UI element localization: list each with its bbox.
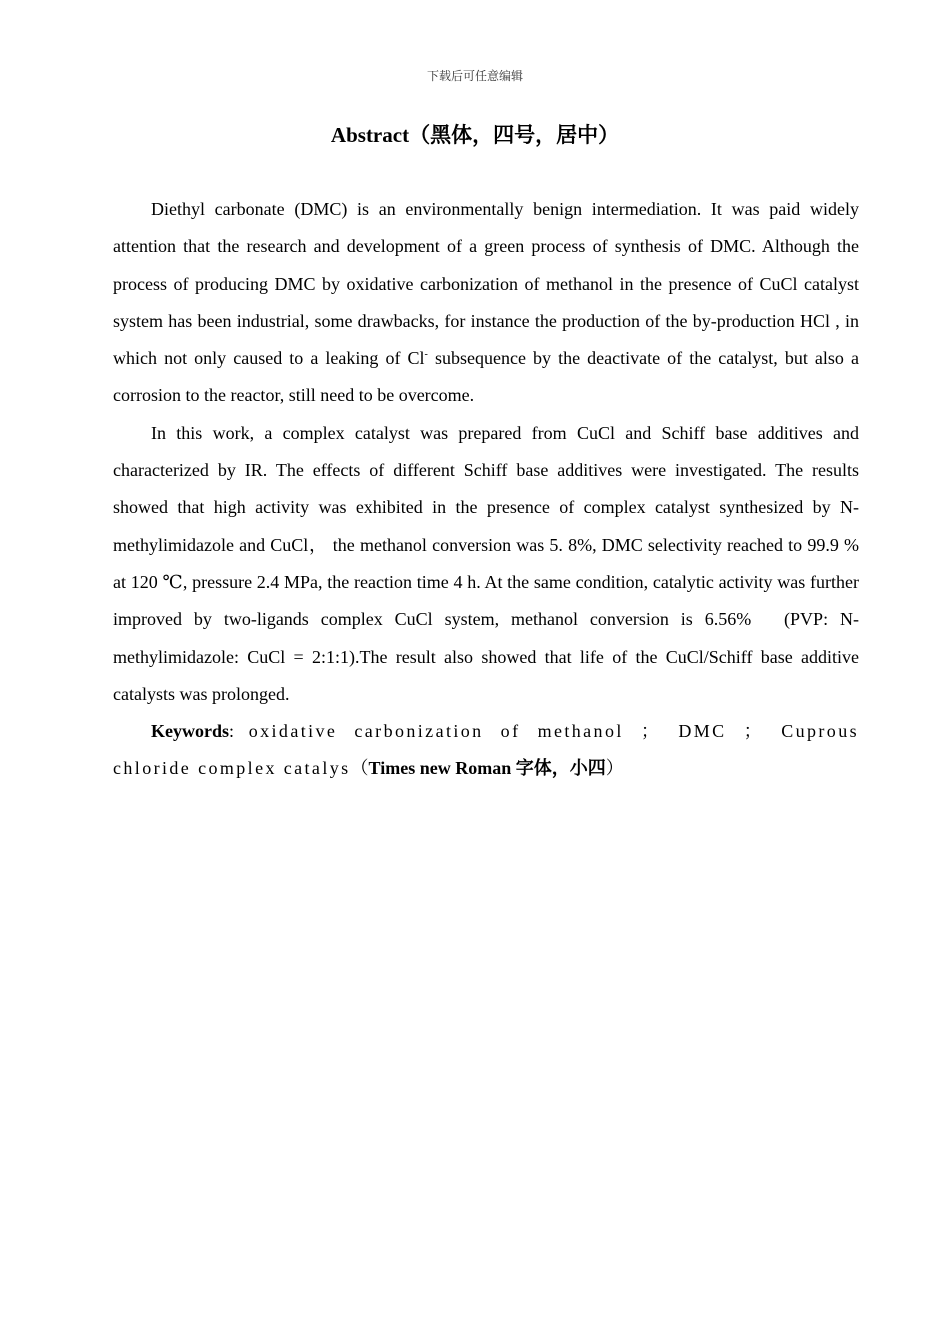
chloride-superscript: - [424, 349, 428, 361]
keywords-line [113, 713, 859, 788]
keywords-separator: : [229, 721, 249, 742]
abstract-paragraph-2: In this work, a complex catalyst was prepared from CuCl and Schiff base additives and characterized by IR. The effects of different Schiff base additives were investigated. The results showed that high activity was exhibited in the presence of complex catalyst synthesized by N-methylimidazole and CuCl， the methanol conversion was 5. 8%, DMC selectivity reached to 99.9 % at 120 ℃, pressure 2.4 MPa, the reaction time 4 h. At the same condition, catalytic activity was further improved by two-ligands complex CuCl system, methanol conversion is 6.56% (PVP: N-methylimidazole: CuCl = 2:1:1).The result also showed that life of the CuCl/Schiff base additive catalysts was prolonged. [113, 422, 859, 704]
abstract-title: Abstract（黑体，四号，居中） [330, 123, 620, 147]
paragraph-1-text-continued: subsequence by the deactivate of the catalyst, but also a corrosion to the reactor, still need to be overcome. [113, 348, 859, 406]
keywords-note-close: ） [605, 758, 624, 779]
header-note: 下载后可任意编辑 [426, 69, 523, 83]
keywords-text: oxidative carbonization of methanol ； DMC ； Cuprous chloride complex catalys [113, 721, 859, 779]
abstract-paragraph-1 [113, 191, 859, 415]
abstract-body [113, 191, 859, 788]
paragraph-1-text: Diethyl carbonate (DMC) is an environmentally benign intermediation. It was paid widely attention that the research and development of a green process of synthesis of DMC. Although the process of producing DMC by oxidative carbonization of methanol in the presence of CuCl catalyst system has been industrial, some drawbacks, for instance the production of the by-production HCl , in which not only caused to a leaking of Cl [113, 199, 859, 369]
keywords-format-note: Times new Roman 字体，小四 [368, 758, 606, 779]
keywords-label: Keywords [151, 721, 229, 742]
keywords-note-open: （ [350, 758, 369, 779]
